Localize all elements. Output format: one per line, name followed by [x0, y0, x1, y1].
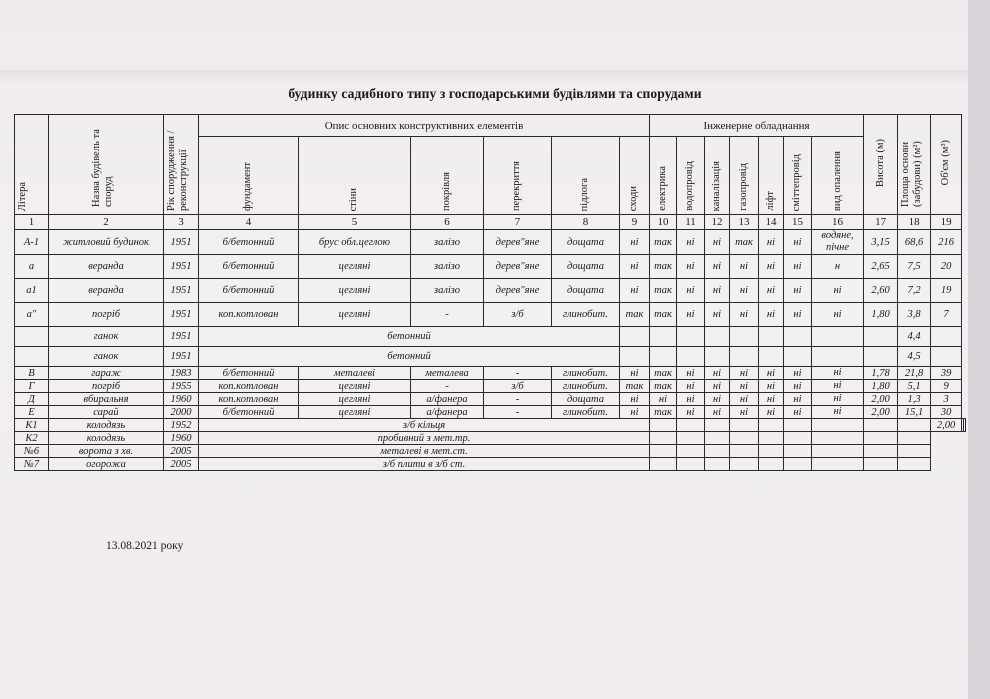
cell-name: гараж — [49, 367, 164, 380]
cell-empty — [812, 432, 864, 445]
cell-sewer: ні — [705, 380, 730, 393]
cell-empty — [759, 458, 784, 471]
cell-gas: ні — [730, 393, 759, 406]
cell-year: 2005 — [164, 458, 199, 471]
column-number: 19 — [931, 215, 962, 230]
cell-electric: так — [650, 255, 677, 279]
cell-material: металеві в мет.ст. — [199, 445, 650, 458]
cell-sewer: ні — [705, 279, 730, 303]
cell-material: бетонний — [199, 347, 620, 367]
cell-base-area: 7,5 — [898, 255, 931, 279]
cell-name: колодязь — [49, 419, 164, 432]
cell-material: з/б плити в з/б ст. — [199, 458, 650, 471]
cell-empty — [620, 347, 650, 367]
cell-walls: цегляні — [299, 393, 411, 406]
cell-empty — [864, 419, 898, 432]
cell-name: погріб — [49, 380, 164, 393]
column-number: 12 — [705, 215, 730, 230]
cell-empty — [784, 419, 812, 432]
cell-lift: ні — [759, 230, 784, 255]
cell-empty — [730, 347, 759, 367]
table-row — [15, 458, 966, 471]
cell-garbage: ні — [784, 380, 812, 393]
table-row — [15, 367, 966, 380]
cell-sewer: ні — [705, 367, 730, 380]
cell-empty — [730, 458, 759, 471]
cell-empty — [730, 327, 759, 347]
cell-name: ганок — [49, 327, 164, 347]
cell-height: 3,15 — [864, 230, 898, 255]
cell-walls: металеві — [299, 367, 411, 380]
table-row — [15, 230, 966, 255]
cell-empty — [759, 445, 784, 458]
cell-ceiling: дерев"яне — [484, 255, 552, 279]
cell-name: погріб — [49, 303, 164, 327]
document-date: 13.08.2021 року — [106, 540, 184, 552]
table-row — [15, 279, 966, 303]
cell-ceiling: дерев"яне — [484, 279, 552, 303]
header-electric: електрика — [650, 137, 677, 215]
cell-volume: 3 — [931, 393, 962, 406]
cell-garbage: ні — [784, 279, 812, 303]
cell-base-area: 5,1 — [898, 380, 931, 393]
cell-empty — [812, 347, 864, 367]
header-height: Висота (м) — [864, 115, 898, 215]
cell-litera: а" — [15, 303, 49, 327]
table-row — [15, 393, 966, 406]
cell-lift: ні — [759, 380, 784, 393]
cell-empty — [784, 445, 812, 458]
cell-litera: А-1 — [15, 230, 49, 255]
header-gas: газопровід — [730, 137, 759, 215]
cell-ceiling: - — [484, 367, 552, 380]
column-number: 4 — [199, 215, 299, 230]
cell-sewer: ні — [705, 255, 730, 279]
cell-water: ні — [677, 393, 705, 406]
header-foundation: фундамент — [199, 137, 299, 215]
cell-litera — [15, 327, 49, 347]
cell-year: 1951 — [164, 279, 199, 303]
cell-empty — [898, 432, 931, 445]
cell-year: 1955 — [164, 380, 199, 393]
cell-roof: - — [411, 303, 484, 327]
cell-litera: а — [15, 255, 49, 279]
cell-roof: металева — [411, 367, 484, 380]
cell-stairs: так — [620, 303, 650, 327]
cell-floor: дощата — [552, 230, 620, 255]
cell-empty — [812, 458, 864, 471]
cell-electric: так — [650, 230, 677, 255]
cell-year: 1951 — [164, 255, 199, 279]
cell-floor: глинобит. — [552, 303, 620, 327]
cell-stairs: ні — [620, 279, 650, 303]
cell-gas: ні — [730, 380, 759, 393]
cell-stairs: ні — [620, 406, 650, 419]
header-heating: вид опалення — [812, 137, 864, 215]
cell-empty — [759, 419, 784, 432]
cell-empty — [864, 458, 898, 471]
cell-gas: ні — [730, 406, 759, 419]
header-litera: Літера — [15, 115, 49, 215]
cell-heating: ні — [812, 393, 864, 406]
column-number: 6 — [411, 215, 484, 230]
cell-height: 2,60 — [864, 279, 898, 303]
cell-year: 1951 — [164, 230, 199, 255]
cell-name: ворота з хв. — [49, 445, 164, 458]
cell-material: бетонний — [199, 327, 620, 347]
cell-empty — [705, 445, 730, 458]
cell-foundation: б/бетонний — [199, 230, 299, 255]
cell-foundation: б/бетонний — [199, 279, 299, 303]
cell-heating: ні — [812, 279, 864, 303]
cell-floor: дощата — [552, 393, 620, 406]
cell-electric: ні — [650, 393, 677, 406]
cell-empty — [864, 327, 898, 347]
cell-base-area: 15,1 — [898, 406, 931, 419]
cell-lift: ні — [759, 279, 784, 303]
cell-height: 2,00 — [931, 419, 962, 432]
cell-walls: цегляні — [299, 255, 411, 279]
column-number: 8 — [552, 215, 620, 230]
cell-gas: так — [730, 230, 759, 255]
cell-empty — [784, 458, 812, 471]
table-row — [15, 406, 966, 419]
cell-lift: ні — [759, 367, 784, 380]
cell-empty — [812, 419, 864, 432]
cell-foundation: б/бетонний — [199, 255, 299, 279]
cell-gas: ні — [730, 303, 759, 327]
cell-ceiling: з/б — [484, 380, 552, 393]
cell-floor: дощата — [552, 255, 620, 279]
cell-foundation: б/бетонний — [199, 406, 299, 419]
cell-empty — [650, 419, 677, 432]
cell-litera: К1 — [15, 419, 49, 432]
header-engineering-group: Інженерне обладнання — [650, 115, 864, 137]
cell-height: 2,00 — [864, 406, 898, 419]
cell-empty — [759, 347, 784, 367]
paper-fold — [968, 0, 990, 699]
cell-litera: №6 — [15, 445, 49, 458]
cell-year: 1952 — [164, 419, 199, 432]
cell-electric: так — [650, 380, 677, 393]
cell-roof: залізо — [411, 230, 484, 255]
cell-empty — [730, 432, 759, 445]
cell-roof: - — [411, 380, 484, 393]
column-number-row — [15, 215, 966, 230]
cell-litera: Д — [15, 393, 49, 406]
cell-walls: цегляні — [299, 406, 411, 419]
header-roof: покрівля — [411, 137, 484, 215]
cell-stairs: ні — [620, 230, 650, 255]
cell-empty — [864, 347, 898, 367]
cell-empty — [812, 445, 864, 458]
cell-walls: цегляні — [299, 380, 411, 393]
cell-heating: ні — [812, 406, 864, 419]
cell-water: ні — [677, 367, 705, 380]
cell-water: ні — [677, 303, 705, 327]
cell-electric: так — [650, 279, 677, 303]
cell-year: 1983 — [164, 367, 199, 380]
header-construct-group: Опис основних конструктивних елементів — [199, 115, 650, 137]
cell-name: огорожа — [49, 458, 164, 471]
cell-base-area: 21,8 — [898, 367, 931, 380]
cell-ceiling: з/б — [484, 303, 552, 327]
cell-empty — [650, 445, 677, 458]
cell-garbage: ні — [784, 303, 812, 327]
cell-empty — [677, 458, 705, 471]
cell-empty — [650, 432, 677, 445]
cell-base-area: 3,8 — [898, 303, 931, 327]
cell-water: ні — [677, 230, 705, 255]
header-water: водопровід — [677, 137, 705, 215]
cell-empty — [759, 432, 784, 445]
header-walls: стіни — [299, 137, 411, 215]
header-garbage: сміттепровід — [784, 137, 812, 215]
cell-empty — [677, 347, 705, 367]
cell-heating: водяне, пічне — [812, 230, 864, 255]
header-stairs: сходи — [620, 137, 650, 215]
cell-empty — [705, 327, 730, 347]
cell-volume: 19 — [931, 279, 962, 303]
cell-water: ні — [677, 406, 705, 419]
paper-shadow — [0, 70, 968, 84]
cell-name: веранда — [49, 255, 164, 279]
cell-empty — [898, 419, 931, 432]
cell-foundation: коп.котлован — [199, 393, 299, 406]
cell-volume: 7 — [931, 303, 962, 327]
cell-stairs: ні — [620, 367, 650, 380]
header-name: Назва будівель та споруд — [49, 115, 164, 215]
table-row — [15, 303, 966, 327]
header-volume: Об'єм (м³) — [931, 115, 962, 215]
cell-height: 1,80 — [864, 303, 898, 327]
cell-water: ні — [677, 279, 705, 303]
cell-material: пробивний з мет.тр. — [199, 432, 650, 445]
cell-name: колодязь — [49, 432, 164, 445]
cell-year: 1951 — [164, 303, 199, 327]
column-number: 1 — [15, 215, 49, 230]
cell-roof: залізо — [411, 255, 484, 279]
cell-electric: так — [650, 406, 677, 419]
cell-empty — [650, 347, 677, 367]
cell-empty — [784, 347, 812, 367]
column-number: 17 — [864, 215, 898, 230]
cell-garbage: ні — [784, 230, 812, 255]
cell-empty — [864, 432, 898, 445]
cell-roof: залізо — [411, 279, 484, 303]
cell-year: 1951 — [164, 327, 199, 347]
cell-empty — [705, 458, 730, 471]
cell-material: з/б кільця — [199, 419, 650, 432]
cell-empty — [705, 347, 730, 367]
header-sewer: каналізація — [705, 137, 730, 215]
cell-lift: ні — [759, 393, 784, 406]
header-ceiling: перекриття — [484, 137, 552, 215]
cell-heating: ні — [812, 380, 864, 393]
cell-name: вбиральня — [49, 393, 164, 406]
cell-ceiling: - — [484, 406, 552, 419]
cell-year: 1960 — [164, 393, 199, 406]
cell-volume: 9 — [931, 380, 962, 393]
header-base-area: Площа основи (забудови) (м²) — [898, 115, 931, 215]
cell-sewer: ні — [705, 230, 730, 255]
cell-walls: цегляні — [299, 303, 411, 327]
cell-volume — [931, 327, 962, 347]
cell-empty — [650, 327, 677, 347]
cell-height: 1,78 — [864, 367, 898, 380]
cell-walls: брус обл.цеглою — [299, 230, 411, 255]
cell-litera: В — [15, 367, 49, 380]
cell-height: 2,65 — [864, 255, 898, 279]
cell-empty — [677, 419, 705, 432]
cell-name: житловий будинок — [49, 230, 164, 255]
cell-base-area: 4,5 — [898, 347, 931, 367]
cell-volume: 216 — [931, 230, 962, 255]
cell-volume: 39 — [931, 367, 962, 380]
cell-year: 2000 — [164, 406, 199, 419]
column-number: 13 — [730, 215, 759, 230]
cell-floor: глинобит. — [552, 380, 620, 393]
table-row — [15, 255, 966, 279]
cell-year: 1951 — [164, 347, 199, 367]
cell-ceiling: дерев"яне — [484, 230, 552, 255]
cell-electric: так — [650, 367, 677, 380]
cell-stairs: так — [620, 380, 650, 393]
cell-lift: ні — [759, 255, 784, 279]
table-row — [15, 327, 966, 347]
cell-base-area: 7,2 — [898, 279, 931, 303]
cell-height: 1,80 — [864, 380, 898, 393]
cell-lift: ні — [759, 303, 784, 327]
header-year: Рік спорудження / реконструкції — [164, 115, 199, 215]
cell-empty — [730, 419, 759, 432]
cell-roof: а/фанера — [411, 393, 484, 406]
column-number: 11 — [677, 215, 705, 230]
cell-base-area: 68,6 — [898, 230, 931, 255]
cell-empty — [620, 327, 650, 347]
cell-year: 1960 — [164, 432, 199, 445]
table-row — [15, 347, 966, 367]
cell-year: 2005 — [164, 445, 199, 458]
cell-litera: К2 — [15, 432, 49, 445]
column-number: 18 — [898, 215, 931, 230]
cell-empty — [898, 458, 931, 471]
cell-sewer: ні — [705, 303, 730, 327]
cell-heating: н — [812, 255, 864, 279]
cell-floor: глинобит. — [552, 406, 620, 419]
cell-litera — [15, 347, 49, 367]
cell-stairs: ні — [620, 393, 650, 406]
cell-floor: дощата — [552, 279, 620, 303]
cell-garbage: ні — [784, 367, 812, 380]
column-number: 2 — [49, 215, 164, 230]
cell-volume — [964, 419, 966, 432]
header-floor: підлога — [552, 137, 620, 215]
table-row — [15, 445, 966, 458]
cell-empty — [650, 458, 677, 471]
cell-base-area: 4,4 — [898, 327, 931, 347]
column-number: 16 — [812, 215, 864, 230]
cell-height: 2,00 — [864, 393, 898, 406]
cell-foundation: коп.котлован — [199, 380, 299, 393]
cell-water: ні — [677, 380, 705, 393]
cell-empty — [784, 432, 812, 445]
cell-empty — [759, 327, 784, 347]
header-lift: ліфт — [759, 137, 784, 215]
cell-name: сарай — [49, 406, 164, 419]
cell-sewer: ні — [705, 406, 730, 419]
cell-empty — [898, 445, 931, 458]
cell-empty — [730, 445, 759, 458]
cell-empty — [705, 419, 730, 432]
cell-volume: 30 — [931, 406, 962, 419]
cell-litera: Г — [15, 380, 49, 393]
cell-empty — [677, 432, 705, 445]
column-number: 10 — [650, 215, 677, 230]
cell-empty — [677, 327, 705, 347]
cell-foundation: б/бетонний — [199, 367, 299, 380]
cell-empty — [705, 432, 730, 445]
cell-gas: ні — [730, 367, 759, 380]
cell-litera: а1 — [15, 279, 49, 303]
column-number: 9 — [620, 215, 650, 230]
header-row-1 — [15, 115, 966, 137]
cell-gas: ні — [730, 255, 759, 279]
column-number: 3 — [164, 215, 199, 230]
document-title: будинку садибного типу з господарськими будівлями та спорудами — [288, 86, 702, 101]
cell-empty — [812, 327, 864, 347]
column-number: 7 — [484, 215, 552, 230]
cell-roof: а/фанера — [411, 406, 484, 419]
cell-empty — [677, 445, 705, 458]
cell-water: ні — [677, 255, 705, 279]
table-row — [15, 419, 966, 432]
table-row — [15, 380, 966, 393]
column-number: 14 — [759, 215, 784, 230]
cell-litera: №7 — [15, 458, 49, 471]
cell-heating: ні — [812, 367, 864, 380]
cell-empty — [784, 327, 812, 347]
cell-empty — [864, 445, 898, 458]
cell-name: ганок — [49, 347, 164, 367]
cell-name: веранда — [49, 279, 164, 303]
column-number: 15 — [784, 215, 812, 230]
cell-volume — [931, 347, 962, 367]
cell-litera: Е — [15, 406, 49, 419]
cell-base-area: 1,3 — [898, 393, 931, 406]
cell-stairs: ні — [620, 255, 650, 279]
cell-lift: ні — [759, 406, 784, 419]
cell-electric: так — [650, 303, 677, 327]
cell-walls: цегляні — [299, 279, 411, 303]
buildings-register-table — [14, 114, 966, 471]
column-number: 5 — [299, 215, 411, 230]
table-row — [15, 432, 966, 445]
cell-volume: 20 — [931, 255, 962, 279]
cell-heating: ні — [812, 303, 864, 327]
cell-gas: ні — [730, 279, 759, 303]
cell-garbage: ні — [784, 406, 812, 419]
cell-floor: глинобит. — [552, 367, 620, 380]
cell-garbage: ні — [784, 393, 812, 406]
cell-sewer: ні — [705, 393, 730, 406]
cell-foundation: коп.котлован — [199, 303, 299, 327]
cell-garbage: ні — [784, 255, 812, 279]
cell-ceiling: - — [484, 393, 552, 406]
